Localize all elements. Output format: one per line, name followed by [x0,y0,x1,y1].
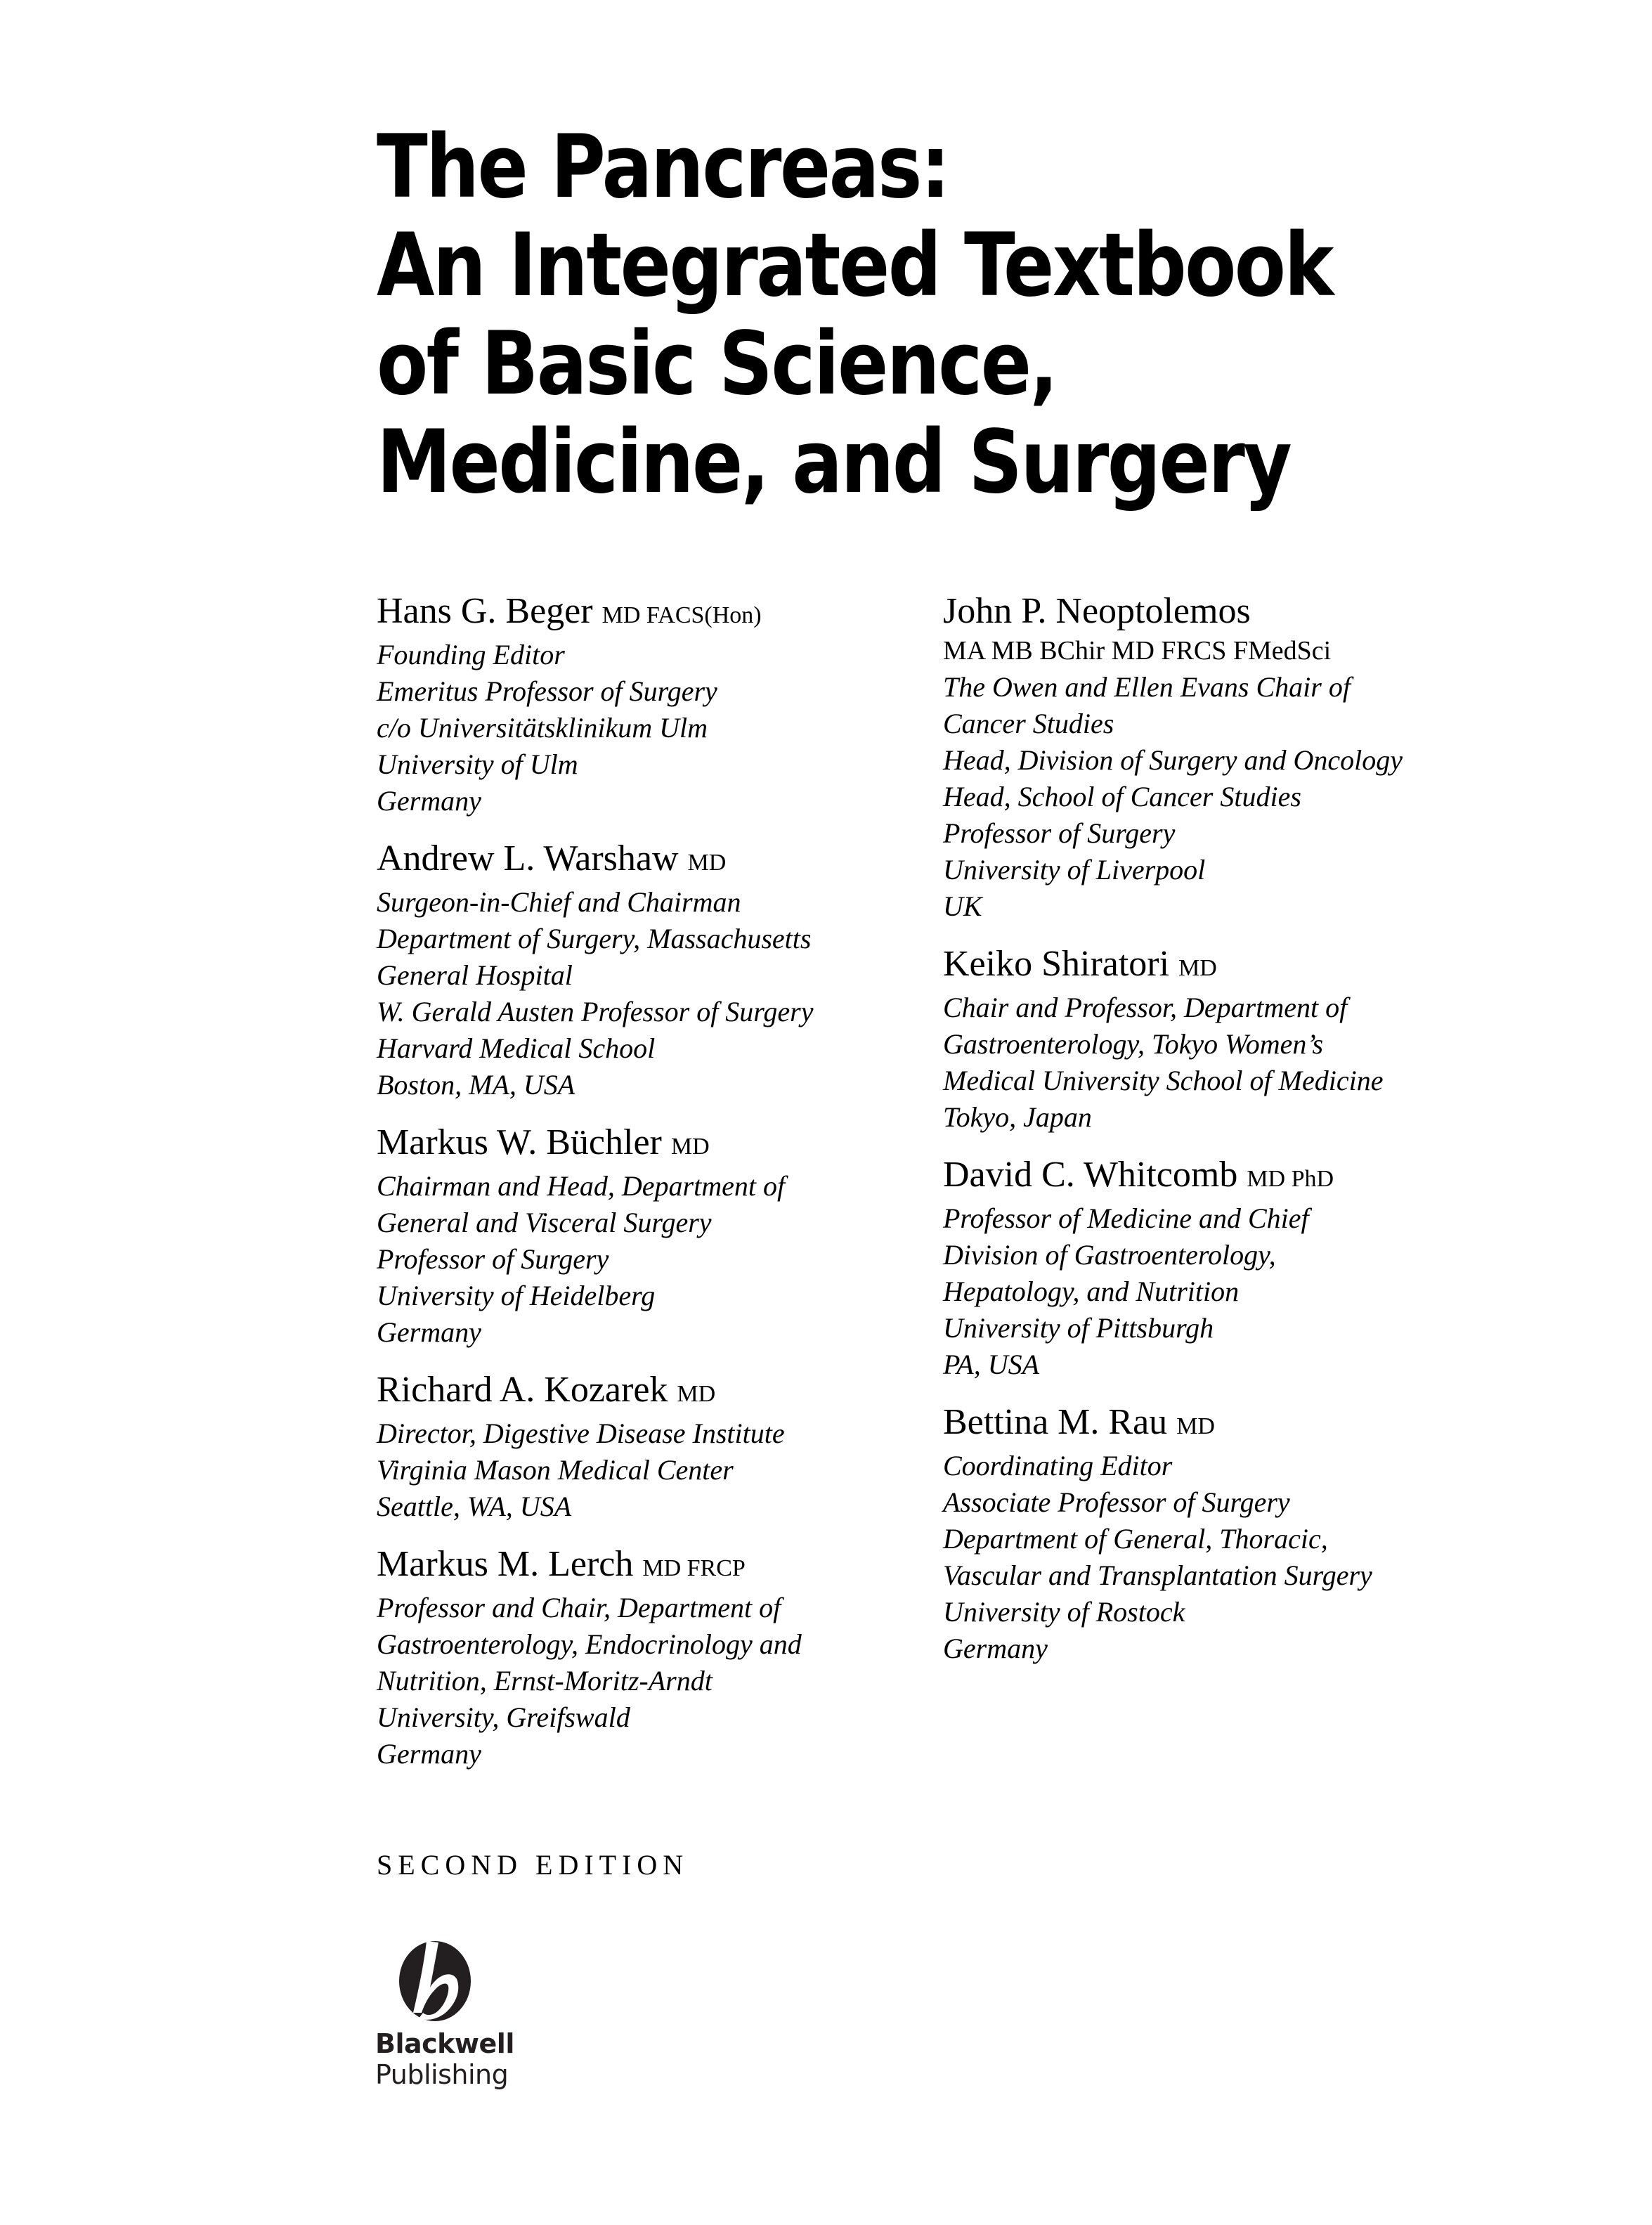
affiliation-line: Germany [377,785,481,817]
editor-lerch [377,1543,911,1772]
affiliation-line: Professor of Surgery [377,1243,609,1275]
affiliation-line: University, Greifswald [377,1701,630,1733]
affiliation-line: Gastroenterology, Endocrinology and [377,1628,802,1660]
affiliation-line: University of Ulm [377,748,578,780]
editor-shiratori [943,943,1547,1136]
editors-left-column [377,590,911,1791]
affiliation-line: Germany [377,1316,481,1348]
publisher-logo [375,1940,516,2090]
editor-whitcomb [943,1154,1547,1383]
editor-warshaw [377,838,911,1103]
editor-credentials: MD PhD [1247,1166,1334,1192]
editor-credentials: MD [1176,1413,1215,1439]
affiliation-line: Medical University School of Medicine [943,1065,1384,1096]
affiliation-line: PA, USA [943,1349,1040,1380]
editor-name: Bettina M. Rau [943,1402,1168,1442]
affiliation-line: Harvard Medical School [377,1032,656,1064]
affiliation-line: UK [943,890,982,922]
affiliation-line: Founding Editor [377,639,565,670]
affiliation-line: Germany [377,1738,481,1770]
affiliation-line: Professor of Surgery [943,817,1176,849]
affiliation-line: Professor of Medicine and Chief [943,1202,1309,1234]
title-line-2: An Integrated Textbook [377,215,1332,316]
affiliation-line: Coordinating Editor [943,1450,1173,1481]
affiliation-line: Chairman and Head, Department of [377,1170,786,1202]
editor-name: Keiko Shiratori [943,944,1170,984]
affiliation-line: Associate Professor of Surgery [943,1486,1290,1518]
affiliation-line: c/o Universitätsklinikum Ulm [377,712,708,744]
book-title [377,118,1332,512]
editor-credentials: MD [687,850,727,876]
affiliation-line: Emeritus Professor of Surgery [377,675,717,707]
affiliation-line: University of Liverpool [943,854,1206,886]
affiliation-line: The Owen and Ellen Evans Chair of [943,671,1351,703]
publisher-name-line1: Blackwell [375,2028,514,2059]
editor-beger [377,590,911,819]
affiliation-line: University of Pittsburgh [943,1312,1214,1344]
editor-neoptolemos [943,590,1547,925]
editor-name: Markus W. Büchler [377,1122,662,1162]
editor-name: Hans G. Beger [377,591,593,631]
affiliation-line: Head, Division of Surgery and Oncology [943,744,1403,776]
affiliation-line: General Hospital [377,959,573,991]
affiliation-line: University of Rostock [943,1596,1185,1628]
affiliation-line: Vascular and Transplantation Surgery [943,1559,1372,1591]
editor-credentials: MA MB BChir MD FRCS FMedSci [943,636,1332,666]
editor-buchler [377,1122,911,1351]
editor-name: John P. Neoptolemos [943,591,1251,631]
affiliation-line: Department of General, Thoracic, [943,1523,1328,1555]
editor-credentials: MD [670,1134,710,1160]
affiliation-line: Nutrition, Ernst-Moritz-Arndt [377,1665,713,1697]
editor-credentials: MD [1178,955,1217,981]
editor-name: David C. Whitcomb [943,1155,1238,1195]
editor-rau [943,1401,1547,1667]
affiliation-line: Surgeon-in-Chief and Chairman [377,886,741,918]
edition-label: SECOND EDITION [377,1849,689,1881]
blackwell-b-logo-icon [398,1940,472,2023]
affiliation-line: W. Gerald Austen Professor of Surgery [377,996,814,1027]
editor-name: Markus M. Lerch [377,1544,634,1584]
affiliation-line: Professor and Chair, Department of [377,1592,781,1623]
affiliation-line: Hepatology, and Nutrition [943,1276,1240,1307]
editor-name: Andrew L. Warshaw [377,838,679,878]
editor-credentials: MD [677,1381,716,1407]
affiliation-line: Boston, MA, USA [377,1069,575,1101]
affiliation-line: Head, School of Cancer Studies [943,781,1301,812]
affiliation-line: Seattle, WA, USA [377,1491,572,1522]
editor-credentials: MD FRCP [642,1555,746,1581]
affiliation-line: Chair and Professor, Department of [943,992,1348,1023]
title-line-4: Medicine, and Surgery [377,412,1291,513]
editor-name: Richard A. Kozarek [377,1370,668,1410]
affiliation-line: Division of Gastroenterology, [943,1239,1276,1271]
title-line-1: The Pancreas: [377,117,949,218]
affiliation-line: Virginia Mason Medical Center [377,1454,734,1486]
affiliation-line: Germany [943,1633,1048,1664]
editor-kozarek [377,1369,911,1525]
affiliation-line: Director, Digestive Disease Institute [377,1418,785,1449]
affiliation-line: General and Visceral Surgery [377,1207,712,1238]
editors-right-column [943,590,1547,1685]
affiliation-line: Gastroenterology, Tokyo Women’s [943,1028,1324,1060]
affiliation-line: Department of Surgery, Massachusetts [377,923,812,954]
publisher-name-line2: Publishing [375,2059,509,2090]
title-line-3: of Basic Science, [377,313,1057,415]
affiliation-line: University of Heidelberg [377,1280,656,1311]
affiliation-line: Tokyo, Japan [943,1101,1092,1133]
affiliation-line: Cancer Studies [943,708,1114,739]
editor-credentials: MD FACS(Hon) [601,602,762,628]
